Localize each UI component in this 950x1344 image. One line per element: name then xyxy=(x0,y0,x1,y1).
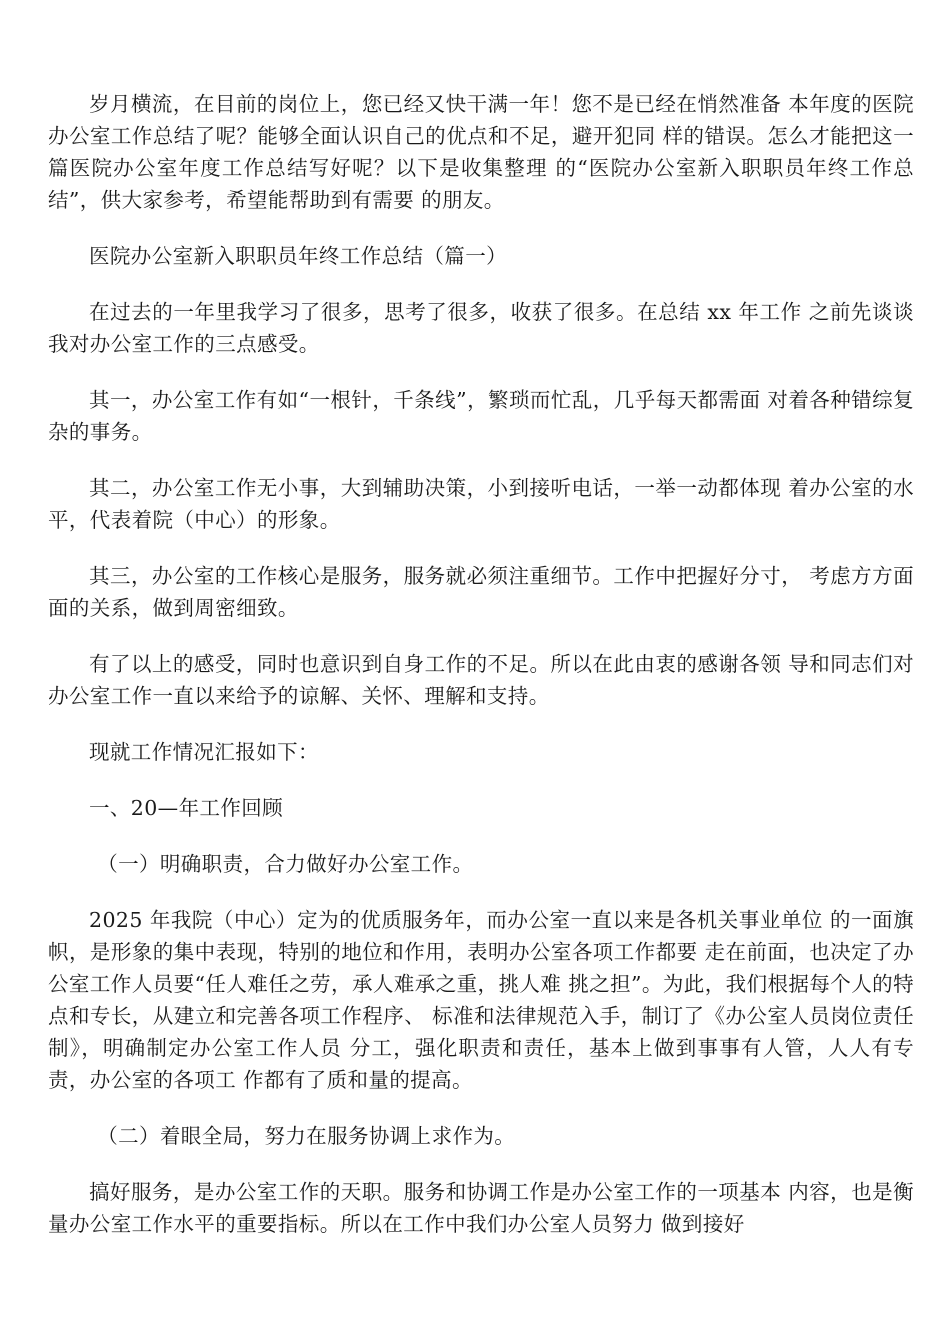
intro-paragraph: 岁月横流，在目前的岗位上，您已经又快干满一年！您不是已经在悄然准备 本年度的医院办公室工作总结了呢？能够全面认识自己的优点和不足，避开犯同 样的错误。怎么才能把这一篇医院办公室年度工作总结写好呢？以下是收集整理 的“医院办公室新入职职员年终工作总结”，供大家参考，希望能帮助到有需要 的朋友。 xyxy=(48,92,914,212)
body-paragraph: 其一，办公室工作有如“一根针，千条线”，繁琐而忙乱，几乎每天都需面 对着各种错综复杂的事务。 xyxy=(48,388,914,444)
report-intro-line: 现就工作情况汇报如下： xyxy=(89,740,319,764)
body-paragraph: 其三，办公室的工作核心是服务，服务就必须注重细节。工作中把握好分寸， 考虑方方面面的关系，做到周密细致。 xyxy=(48,564,914,620)
body-paragraph: 其二，办公室工作无小事，大到辅助决策，小到接听电话，一举一动都体现 着办公室的水平，代表着院（中心）的形象。 xyxy=(48,476,914,532)
body-paragraph: 2025 年我院（中心）定为的优质服务年，而办公室一直以来是各机关事业单位 的一面旗帜，是形象的集中表现，特别的地位和作用，表明办公室各项工作都要 走在前面，也决定了办公室工作人员要“任人难任之劳，承人难承之重，挑人难 挑之担”。为此，我们根据每个人的特点和专长，从建立和完善各项工作程序、 标准和法律规范入手，制订了《办公室人员岗位责任制》，明确制定办公室工作人员 分工，强化职责和责任，基本上做到事事有人管，人人有专责，办公室的各项工 作都有了质和量的提高。 xyxy=(48,908,914,1092)
section-heading: 一、20—年工作回顾 xyxy=(89,796,284,820)
body-paragraph: 有了以上的感受，同时也意识到自身工作的不足。所以在此由衷的感谢各领 导和同志们对办公室工作一直以来给予的谅解、关怀、理解和支持。 xyxy=(48,652,914,708)
body-paragraph: 在过去的一年里我学习了很多，思考了很多，收获了很多。在总结 xx 年工作 之前先谈谈我对办公室工作的三点感受。 xyxy=(48,300,914,356)
subsection-heading: （一）明确职责，合力做好办公室工作。 xyxy=(97,852,474,876)
section-title: 医院办公室新入职职员年终工作总结（篇一） xyxy=(89,244,507,268)
body-paragraph: 搞好服务，是办公室工作的天职。服务和协调工作是办公室工作的一项基本 内容，也是衡量办公室工作水平的重要指标。所以在工作中我们办公室人员努力 做到接好 xyxy=(48,1180,914,1236)
subsection-heading: （二）着眼全局，努力在服务协调上求作为。 xyxy=(97,1124,516,1148)
